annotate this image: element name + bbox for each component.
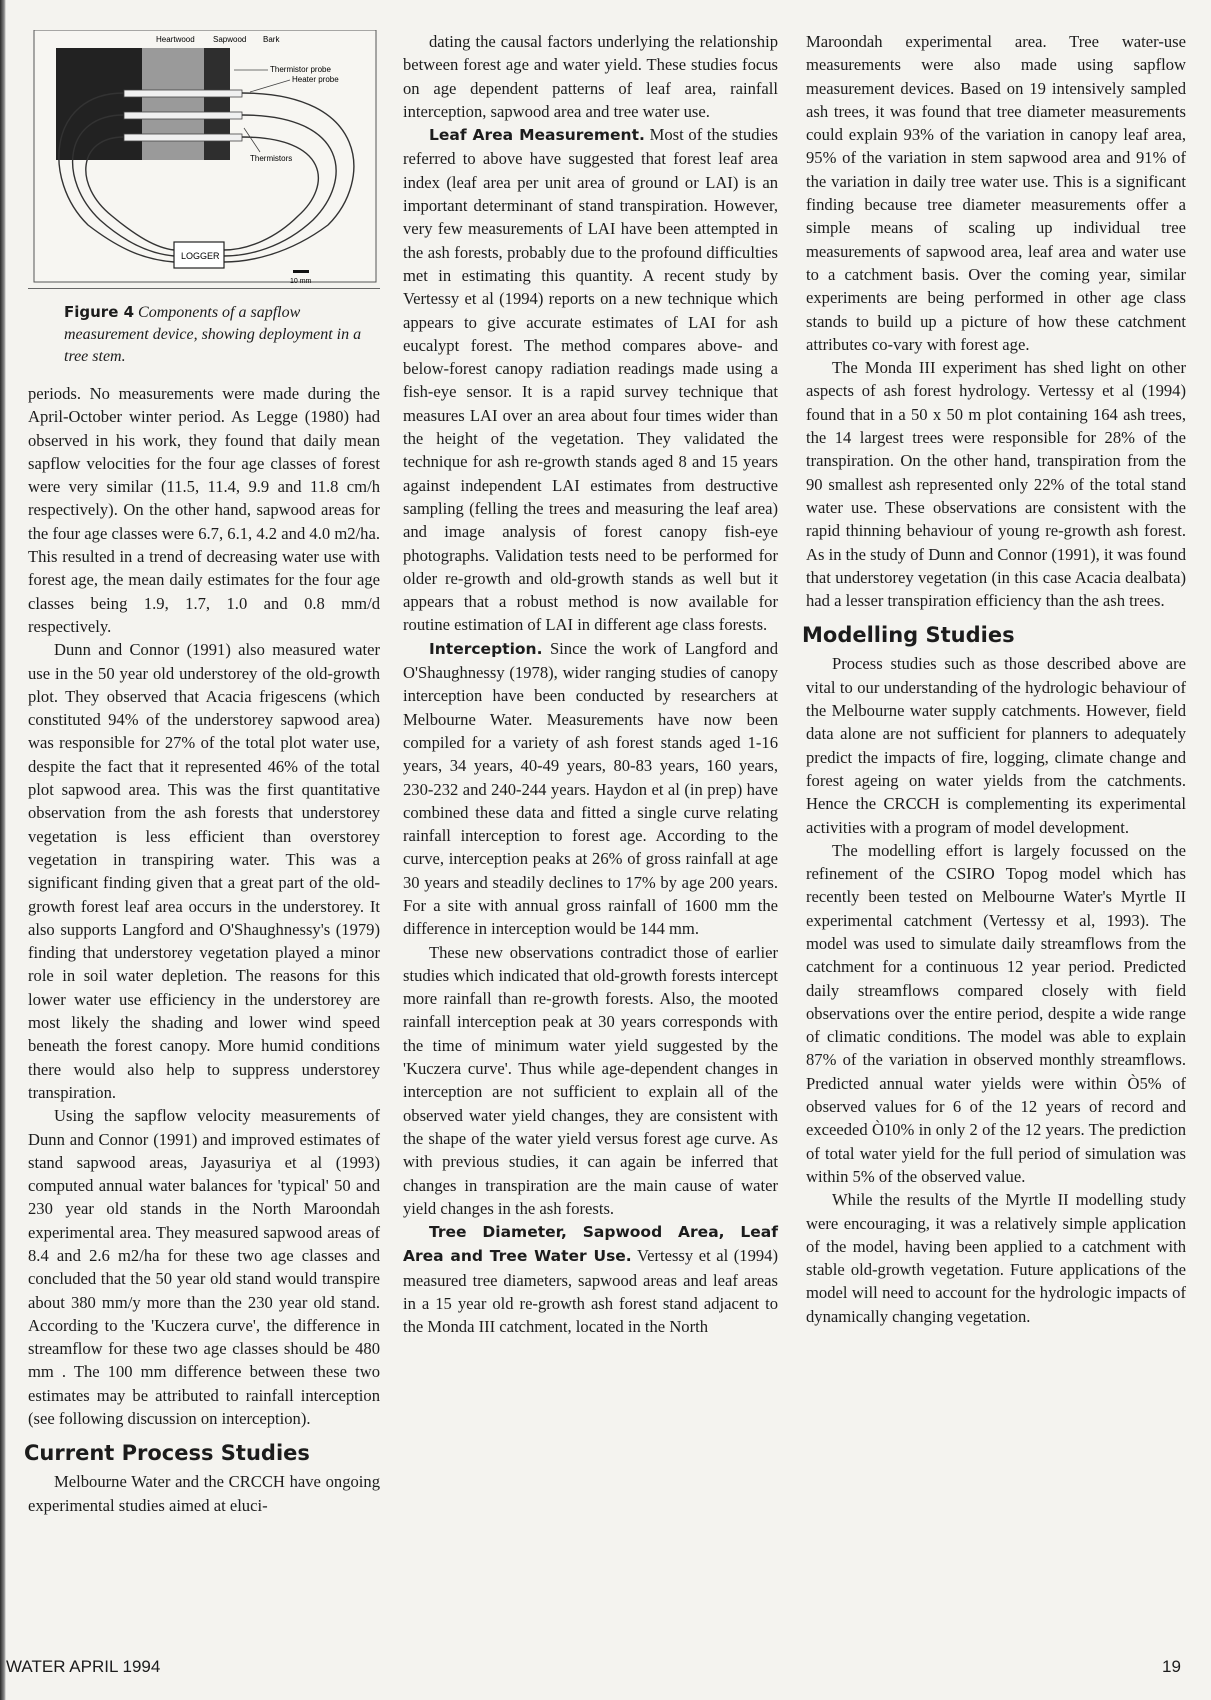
col2-paragraph-leaf-area: [403, 123, 778, 637]
scale-bar: [293, 270, 309, 273]
col2-paragraph-1: dating the causal factors underlying the relationship between forest age and water yield. These studies focus on age dependent patterns of leaf area, rainfall interception, sapwood area and tree water use.: [403, 32, 778, 121]
figure-4: [28, 30, 380, 289]
section-heading-current-process: Current Process Studies: [24, 1441, 310, 1466]
run-in-heading-interception: Interception.: [429, 639, 543, 658]
col1-paragraph-4: Melbourne Water and the CRCCH have ongoing experimental studies aimed at eluci-: [28, 1472, 380, 1515]
label-heartwood: Heartwood: [156, 35, 195, 44]
section-heading-modelling: Modelling Studies: [802, 623, 1015, 648]
col3-paragraph-3: Process studies such as those described above are vital to our understanding of the hydrologic behaviour of the Melbourne water supply catchments. However, field data alone are not sufficient for planners to adequately predict the impacts of fire, logging, climate change and forest ageing on water yields from the catchments. Hence the CRCCH is complementing its experimental activities with a program of model development.: [806, 654, 1186, 837]
label-sapwood: Sapwood: [213, 35, 247, 44]
figure-caption-text: Components of a sapflow measurement device, showing deployment in a tree stem.: [64, 304, 362, 365]
column-3: [802, 30, 1186, 1328]
label-scale: 10 mm: [290, 278, 312, 285]
label-thermistors: Thermistors: [250, 154, 293, 163]
footer-journal-issue: WATER APRIL 1994: [6, 1657, 161, 1676]
run-in-heading-leaf-area: Leaf Area Measurement.: [429, 126, 645, 145]
sapflow-diagram: [28, 30, 380, 288]
label-bark: Bark: [263, 35, 280, 44]
col1-paragraph-3: Using the sapflow velocity measurements of Dunn and Connor (1991) and improved estimates of stand sapwood areas, Jayasuriya et al (1993) computed annual water balances for 'typical' 50 and 230 year old stands in the North Maroondah experimental area. They measured sapwood areas of 8.4 and 2.6 m2/ha for these two age classes and concluded that the 50 year old stand would transpire about 380 mm/y more than the 230 year old stand. According to the 'Kuczera curve', the difference in streamflow for these two age classes should be 480 mm . The 100 mm difference between these two estimates may be attributed to rainfall interception (see following discussion on interception).: [28, 1106, 380, 1429]
footer-page-number: 19: [1162, 1657, 1181, 1676]
tree-diameter-text: Vertessy et al (1994) measured tree diameters, sapwood areas and leaf areas in a 15 year old re-growth ash forest stand adjacent to the Monda III catchment, located in the North: [403, 1246, 778, 1337]
label-logger: LOGGER: [181, 251, 220, 261]
col2-paragraph-observations: These new observations contradict those of earlier studies which indicated that old-growth forests intercept more rainfall than re-growth forests. Also, the mooted rainfall interception peak at 30 years corresponds with the time of minimum water yield suggested by the 'Kuczera curve'. Thus while age-dependent changes in interception are not sufficient to explain all of the observed water yield changes, they are consistent with the shape of the water yield versus forest age curve. As with previous studies, it can again be inferred that changes in transpiration are the main cause of water yield changes in the ash forests.: [403, 942, 778, 1218]
col3-paragraph-2: The Monda III experiment has shed light on other aspects of ash forest hydrology. Vertessy et al (1994) found that in a 50 x 50 m plot containing 164 ash trees, the 14 largest trees were responsible for 28% of the transpiration. On the other hand, transpiration from the 90 smallest ash represented only 22% of the total stand water use. These observations are consistent with the rapid thinning behaviour of young re-growth ash forest. As in the study of Dunn and Connor (1991), it was found that understorey vegetation (in this case Acacia dealbata) had a lesser transpiration efficiency than the ash trees.: [806, 358, 1186, 611]
label-heater-probe: Heater probe: [292, 75, 339, 84]
col3-paragraph-4: The modelling effort is largely focussed on the refinement of the CSIRO Topog model which has recently been tested on Melbourne Water's Myrtle II experimental catchment (Vertessy et al, 1993). The model was used to simulate daily streamflows from the catchment for a continuous 12 year period. Predicted daily streamflows compared closely with field observations over the entire period, despite a wide range of climatic conditions. The model was able to explain 87% of the variation in observed monthly streamflows. Predicted annual water yields were within Ò5% of observed values for 6 of the 12 years of record and exceeded Ò10% in only 2 of the 12 years. The prediction of total water yield for the full period of simulation was within 5% of the observed value.: [806, 840, 1186, 1186]
leaf-area-text: Most of the studies referred to above have suggested that forest leaf area index (leaf area per unit area of ground or LAI) is an important determinant of stand transpiration. However, very few measurements of LAI have been attempted in the ash forests, probably due to the profound difficulties met in estimating this quantity. A recent study by Vertessy et al (1994) reports on a new technique which appears to give accurate estimates of LAI for ash eucalypt forest. The method compares above- and below-forest canopy radiation readings made using a fish-eye sensor. It is a rapid survey technique that measures LAI over an area about four times wider than the height of the vegetation. They validated the technique for ash re-growth stands aged 8 and 15 years against independent LAI estimates from destructive sampling (felling the trees and measuring the leaf area) and image analysis of forest canopy fish-eye photographs. Validation tests need to be performed for older re-growth and old-growth stands as well but it appears that a robust method is now available for routine estimation of LAI in different age class forests.: [403, 125, 778, 635]
interception-text: Since the work of Langford and O'Shaughnessy (1978), wider ranging studies of canopy interception have been conducted by researchers at Melbourne Water. Measurements have now been compiled for a variety of ash forest stands aged 1-16 years, 34 years, 40-49 years, 80-83 years, 160 years, 230-232 and 240-244 years. Haydon et al (in prep) have combined these data and fitted a single curve relating rainfall interception to forest age. According to the curve, interception peaks at 26% of gross rainfall at age 30 years and steadily declines to 17% by age 200 years. For a site with annual gross rainfall of 1600 mm the difference in interception would be 144 mm.: [403, 638, 778, 939]
page-spine-shadow: [0, 0, 6, 1700]
col2-paragraph-tree-diameter: [403, 1220, 778, 1338]
figure-caption: [64, 301, 380, 368]
col1-paragraph-2: Dunn and Connor (1991) also measured water use in the 50 year old understorey of the old-growth plot. They observed that Acacia frigescens (which constituted 94% of the understorey sapwood area) was responsible for 27% of the total plot water use, despite the fact that it represented 46% of the total plot sapwood area. This was the first quantitative observation from the ash forests that understorey vegetation is less efficient than overstorey vegetation in transpiring water. This was a significant finding given that a great part of the old-growth forest leaf area occurs in the understorey. It also supports Langford and O'Shaughnessy's (1979) finding that understorey vegetation played a minor role in soil water depletion. The reasons for this lower water use efficiency in the understorey are most likely the shading and lower wind speed beneath the forest canopy. More humid conditions there would also help to suppress understorey transpiration.: [28, 640, 380, 1102]
col1-paragraph-1: periods. No measurements were made during the April-October winter period. As Legge (1980) had observed in his work, they found that daily mean sapflow velocities for the four age classes of forest were very similar (11.5, 11.4, 9.9 and 11.8 cm/h respectively). On the other hand, sapwood areas for the four age classes were 6.7, 6.1, 4.2 and 4.0 m2/ha. This resulted in a trend of decreasing water use with forest age, the mean daily estimates for the four age classes being 1.9, 1.7, 1.0 and 0.8 mm/d respectively.: [28, 384, 380, 636]
figure-caption-label: Figure 4: [64, 303, 135, 321]
col3-paragraph-5: While the results of the Myrtle II modelling study were encouraging, it was a relatively simple application of the model, having been applied to a catchment with stable old-growth vegetation. Future applications of the model will need to account for the hydrologic impacts of dynamically changing vegetation.: [806, 1190, 1186, 1326]
col2-paragraph-interception: [403, 637, 778, 941]
label-thermistor-probe: Thermistor probe: [270, 65, 331, 74]
run-in-heading-tree-diameter: Tree Diameter, Sapwood Area, Leaf Area and Tree Water Use.: [403, 1223, 778, 1266]
sapwood-block: [142, 48, 204, 160]
column-2: [403, 30, 778, 1339]
col3-paragraph-1: Maroondah experimental area. Tree water-use measurements were also made using sapflow measurement devices. Based on 19 intensively sampled ash trees, it was found that tree diameter measurements could explain 93% of the variation in canopy leaf area, 95% of the variation in stem sapwood area and 91% of the variation in daily tree water use. This is a significant finding because tree diameter measurements offer a simple means of scaling up individual tree measurements of sapwood area, leaf area and water use to a catchment basis. Over the coming year, similar experiments are being performed in other age class stands to build up a picture of how these catchment attributes co-vary with forest age.: [806, 32, 1186, 354]
column-1: [24, 30, 380, 1517]
bark-block: [204, 48, 230, 160]
